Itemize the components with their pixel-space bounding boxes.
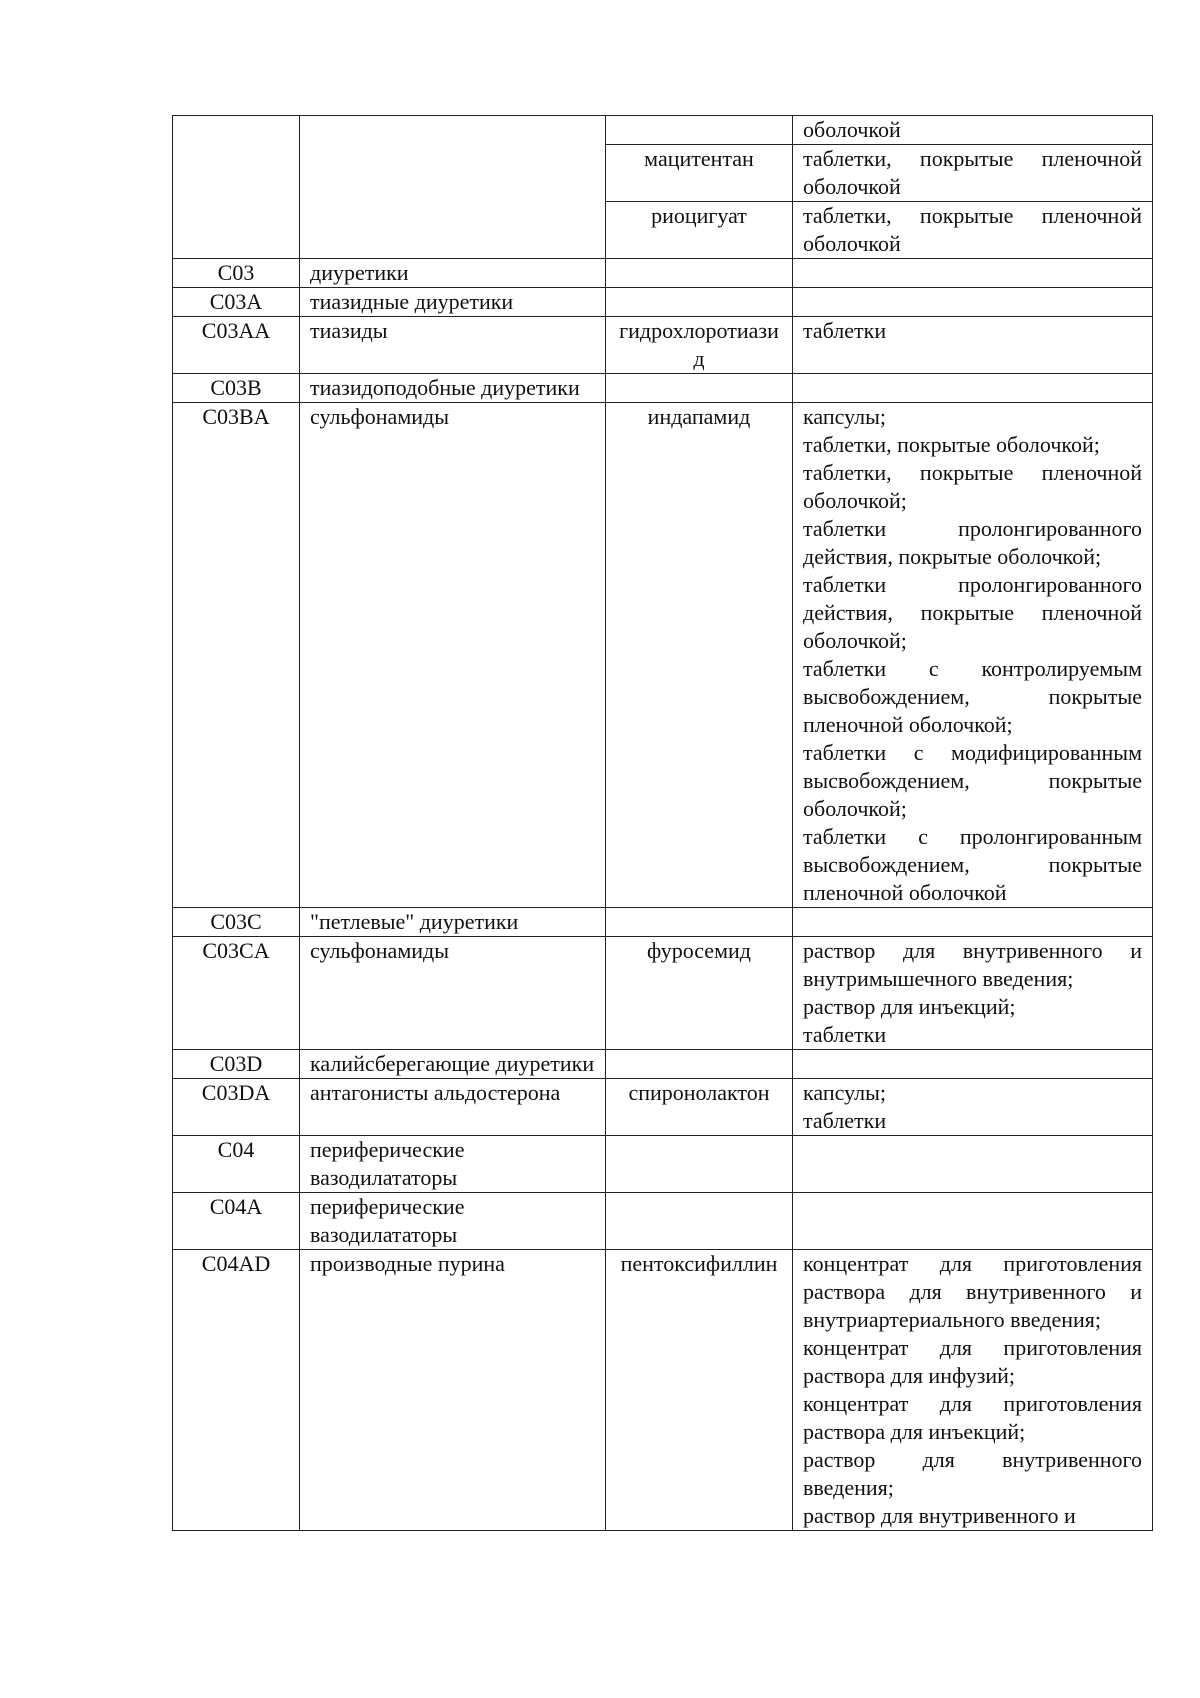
atc-code-cell: C04AD	[173, 1250, 300, 1531]
atc-code-cell: C03	[173, 259, 300, 288]
group-name-cell: "петлевые" диуретики	[300, 908, 606, 937]
drug-name-cell: гидрохлоротиазид	[606, 317, 793, 374]
dosage-form-item: таблетки с контролируемым высвобождением, покрытые пленочной оболочкой;	[803, 656, 1142, 737]
table-row	[173, 908, 1153, 937]
group-name-cell: периферические вазодилататоры	[300, 1193, 606, 1250]
drug-name-cell: пентоксифиллин	[606, 1250, 793, 1531]
dosage-form-item: концентрат для приготовления раствора для инфузий;	[803, 1335, 1142, 1388]
drug-name-cell	[606, 1050, 793, 1079]
group-name-cell: сульфонамиды	[300, 403, 606, 908]
drug-name-cell	[606, 1193, 793, 1250]
dosage-form-item: таблетки пролонгированного действия, покрытые пленочной оболочкой;	[803, 572, 1142, 653]
dosage-form-item: таблетки, покрытые пленочной оболочкой;	[803, 460, 1142, 513]
dosage-forms-cell	[793, 288, 1153, 317]
atc-code-cell: C03C	[173, 908, 300, 937]
table-row	[173, 1250, 1153, 1531]
drug-name-cell: индапамид	[606, 403, 793, 908]
group-name-cell	[300, 116, 606, 259]
table-row	[173, 116, 1153, 145]
dosage-forms-cell	[793, 202, 1153, 259]
table-row	[173, 1136, 1153, 1193]
atc-code-cell: C03AA	[173, 317, 300, 374]
dosage-forms-cell	[793, 1136, 1153, 1193]
dosage-form-item: концентрат для приготовления раствора для внутривенного и внутриартериального введения;	[803, 1251, 1142, 1332]
dosage-form-item: раствор для внутривенного введения;	[803, 1447, 1142, 1500]
dosage-form-item: капсулы;	[803, 404, 886, 429]
group-name-cell: тиазиды	[300, 317, 606, 374]
atc-code-cell: C04A	[173, 1193, 300, 1250]
group-name-cell: калийсберегающие диуретики	[300, 1050, 606, 1079]
dosage-form-item: таблетки, покрытые пленочной оболочкой	[803, 203, 1142, 256]
dosage-form-item: оболочкой	[803, 117, 901, 142]
group-name-cell: сульфонамиды	[300, 937, 606, 1050]
drug-name-cell	[606, 1136, 793, 1193]
table-body	[173, 116, 1153, 1531]
atc-code-cell: C03B	[173, 374, 300, 403]
table-row	[173, 288, 1153, 317]
table-row	[173, 1193, 1153, 1250]
atc-code-cell: C03D	[173, 1050, 300, 1079]
table-row	[173, 937, 1153, 1050]
dosage-forms-cell	[793, 1250, 1153, 1531]
dosage-forms-cell	[793, 1193, 1153, 1250]
drug-name-cell	[606, 288, 793, 317]
table-row	[173, 259, 1153, 288]
drug-name-cell: риоцигуат	[606, 202, 793, 259]
dosage-forms-cell	[793, 908, 1153, 937]
dosage-form-item: таблетки с модифицированным высвобождением, покрытые оболочкой;	[803, 740, 1142, 821]
dosage-forms-cell	[793, 317, 1153, 374]
drug-name-cell: мацитентан	[606, 145, 793, 202]
dosage-form-item: таблетки пролонгированного действия, покрытые оболочкой;	[803, 516, 1142, 569]
drug-name-cell	[606, 259, 793, 288]
drug-name-cell	[606, 116, 793, 145]
dosage-forms-cell	[793, 374, 1153, 403]
atc-code-cell	[173, 116, 300, 259]
dosage-forms-cell	[793, 145, 1153, 202]
dosage-form-item: таблетки	[803, 1108, 887, 1133]
table-row	[173, 374, 1153, 403]
atc-code-cell: C03CA	[173, 937, 300, 1050]
dosage-form-item: таблетки, покрытые пленочной оболочкой	[803, 146, 1142, 199]
dosage-form-item: концентрат для приготовления раствора для инъекций;	[803, 1391, 1142, 1444]
dosage-forms-cell	[793, 403, 1153, 908]
dosage-form-item: таблетки	[803, 318, 887, 343]
table-row	[173, 403, 1153, 908]
dosage-form-item: таблетки, покрытые оболочкой;	[803, 432, 1100, 457]
drug-classification-table	[172, 115, 1153, 1531]
group-name-cell: периферические вазодилататоры	[300, 1136, 606, 1193]
drug-name-cell: спиронолактон	[606, 1079, 793, 1136]
drug-name-cell	[606, 908, 793, 937]
table-row	[173, 317, 1153, 374]
group-name-cell: производные пурина	[300, 1250, 606, 1531]
atc-code-cell: C04	[173, 1136, 300, 1193]
group-name-cell: тиазидоподобные диуретики	[300, 374, 606, 403]
atc-code-cell: C03A	[173, 288, 300, 317]
dosage-forms-cell	[793, 1050, 1153, 1079]
dosage-form-item: раствор для внутривенного и внутримышечного введения;	[803, 938, 1142, 991]
dosage-forms-cell	[793, 259, 1153, 288]
dosage-form-item: раствор для инъекций;	[803, 994, 1016, 1019]
group-name-cell: тиазидные диуретики	[300, 288, 606, 317]
dosage-form-item: таблетки	[803, 1022, 887, 1047]
dosage-form-item: раствор для внутривенного и	[803, 1503, 1076, 1528]
table-row	[173, 1079, 1153, 1136]
dosage-form-item: капсулы;	[803, 1080, 886, 1105]
group-name-cell: диуретики	[300, 259, 606, 288]
atc-code-cell: C03BA	[173, 403, 300, 908]
drug-name-cell: фуросемид	[606, 937, 793, 1050]
dosage-forms-cell	[793, 937, 1153, 1050]
dosage-forms-cell	[793, 1079, 1153, 1136]
atc-code-cell: C03DA	[173, 1079, 300, 1136]
dosage-forms-cell	[793, 116, 1153, 145]
dosage-form-item: таблетки с пролонгированным высвобождением, покрытые пленочной оболочкой	[803, 824, 1142, 905]
group-name-cell: антагонисты альдостерона	[300, 1079, 606, 1136]
drug-name-cell	[606, 374, 793, 403]
table-row	[173, 1050, 1153, 1079]
